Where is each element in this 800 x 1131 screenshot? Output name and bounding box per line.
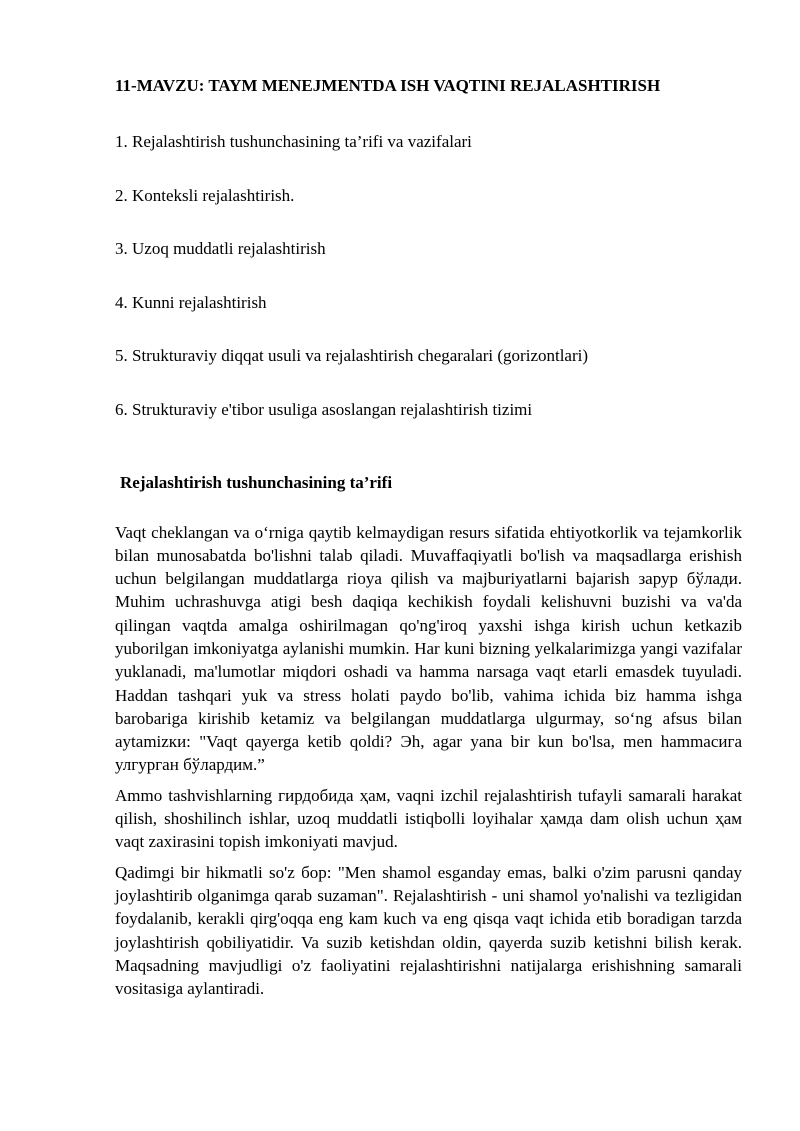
document-page <box>115 74 742 1007</box>
body-paragraph-3: Qadimgi bir hikmatli so'z бор: "Men shamol esganday emas, balki o'zim parusni qanday joylashtirib olganimga qarab suzaman". Rejalashtirish - uni shamol yo'nalishi va tezligidan foydalanib, kerakli qirg'oqqa eng kam kuch va eng qisqa vaqt ichida etib boradigan tarzda joylashtirish qobiliyatidir. Va suzib ketishdan oldin, qayerda suzib ketishni bilish kerak. Maqsadning mavjudligi o'z faoliyatini rejalashtirishni natijalarga erishishning samarali vositasiga aylantiradi. <box>115 862 742 999</box>
toc-item-6: 6. Strukturaviy e'tibor usuliga asoslangan rejalashtirish tizimi <box>115 399 533 419</box>
toc-item-2: 2. Konteksli rejalashtirish. <box>115 185 295 205</box>
toc-item-5: 5. Strukturaviy diqqat usuli va rejalashtirish chegaralari (gorizontlari) <box>115 346 589 365</box>
toc-item-1: 1. Rejalashtirish tushunchasining ta’rifi va vazifalari <box>115 132 472 151</box>
toc-item-4: 4. Kunni rejalashtirish <box>115 292 267 312</box>
body-paragraph-2: Ammo tashvishlarning гирдобида ҳам, vaqni izchil rejalashtirish tufayli samarali harakat qilish, shoshilinch ishlar, uzoq muddatli istiqbolli loyihalar ҳамда dam olish uchun ҳам vaqt zaxirasini topish imkoniyati mavjud. <box>115 785 742 852</box>
body-paragraph-1: Vaqt cheklangan va oʻrniga qaytib kelmaydigan resurs sifatida ehtiyotkorlik va tejamkorlik bilan munosabatda bo'lishni talab qiladi. Muvaffaqiyatli bo'lish va maqsadlarga erishish uchun belgilangan muddatlarga rioya qilish va majburiyatlarni bajarish зарур бўлади. Muhim uchrashuvga atigi besh daqiqa kechikish foydali kelishuvni buzishi va va'da qilingan vaqtda amalga oshirilmagan qo'ng'iroq yaxshi ishga kirish uchun ketkazib yuborilgan imkoniyatga aylanishi mumkin. Har kuni bizning yelkalarimizga yangi vazifalar yuklanadi, ma'lumotlar miqdori oshadi va hamma narsaga vaqt etarli emasdek tuyuladi. Haddan tashqari yuk va stress holati paydo bo'lib, vahima ichida biz hamma ishga barobariga kirishib ketamiz va belgilangan muddatlarga ulgurmay, soʻng afsus bilan aytamizки: "Vaqt qayerga ketib qoldi? Эh, agar yana bir kun bo'lsa, men hammасига улгурган бўлардим.” <box>115 522 742 775</box>
document-title: 11-MAVZU: TAYM MENEJMENTDA ISH VAQTINI REJALASHTIRISH <box>115 76 661 95</box>
section-heading: Rejalashtirish tushunchasining ta’rifi <box>120 472 393 492</box>
table-of-contents <box>115 130 742 422</box>
toc-item-3: 3. Uzoq muddatli rejalashtirish <box>115 239 326 258</box>
